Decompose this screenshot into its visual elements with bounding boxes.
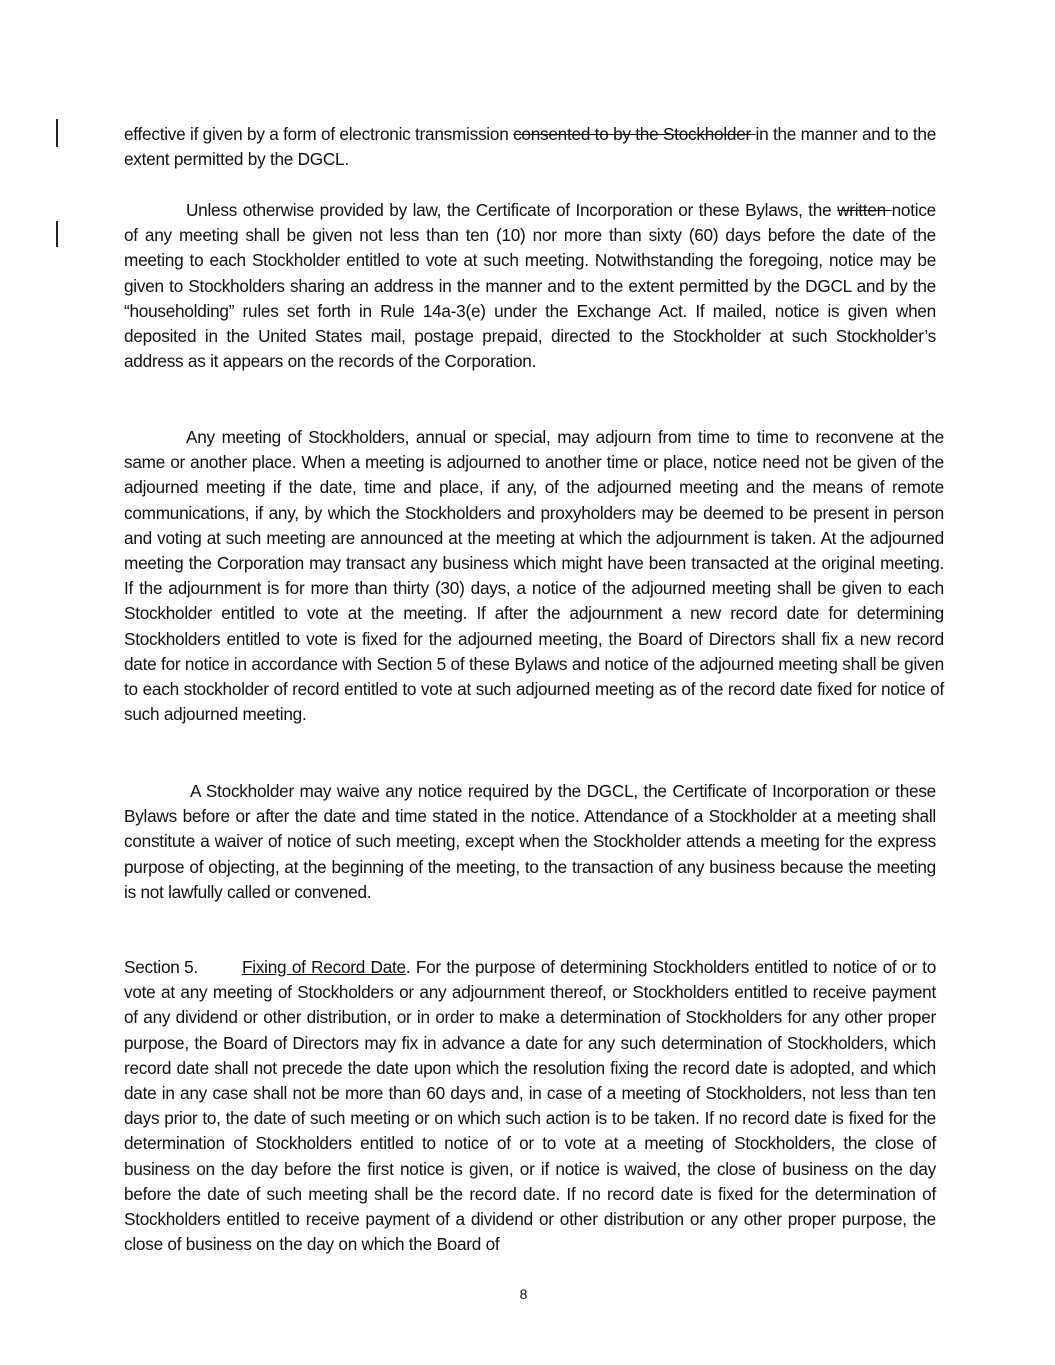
section-body: . For the purpose of determining Stockholders entitled to notice of or to vote at any meeting of Stockholders or any adjournment thereof, or Stockholders entitled to receive payment of any dividend or other distribution, or in order to make a determination of Stockholders for any other proper purpose, the Board of Directors may fix in advance a date for any such determination of Stockholders, which record date shall not precede the date upon which the resolution fixing the record date is adopted, and which date in any case shall not be more than 60 days and, in case of a meeting of Stockholders, not less than ten days prior to, the date of such meeting or on which such action is to be taken. If no record date is fixed for the determination of Stockholders entitled to notice of or to vote at a meeting of Stockholders, the close of business on the day before the first notice is given, or if notice is waived, the close of business on the day before the date of such meeting shall be the record date. If no record date is fixed for the determination of Stockholders entitled to receive payment of a dividend or other distribution or any other proper purpose, the close of business on the day on which the Board of [124, 957, 937, 1255]
revision-change-bar [56, 119, 58, 147]
page-number: 8 [519, 1286, 528, 1302]
paragraph-waiver: A Stockholder may waive any notice required by the DGCL, the Certificate of Incorporation or these Bylaws before or after the date and time stated in the notice. Attendance of a Stockholder at a meeting shall constitute a waiver of notice of such meeting, except when the Stockholder attends a meeting for the express purpose of objecting, at the beginning of the meeting, to the transaction of any business because the meeting is not lawfully called or convened. [124, 781, 936, 902]
paragraph-notice-timing [124, 198, 936, 374]
section-heading: Fixing of Record Date [242, 957, 406, 977]
deleted-text: written [837, 200, 892, 220]
text-run: notice of any meeting shall be given not less than ten (10) nor more than sixty (60) days before the date of the meeting to each Stockholder entitled to vote at such meeting. Notwithstanding the foregoing, notice may be given to Stockholders sharing an address in the manner and to the extent permitted by the DGCL and by the “householding” rules set forth in Rule 14a-3(e) under the Exchange Act. If mailed, notice is given when deposited in the United States mail, postage prepaid, directed to the Stockholder at such Stockholder’s address as it appears on the records of the Corporation. [124, 200, 936, 372]
deleted-text: consented to by the Stockholder [513, 124, 756, 144]
section-label: Section 5. [124, 957, 198, 977]
section-5-fixing-record-date [124, 955, 936, 1257]
paragraph-electronic-notice [124, 122, 936, 172]
text-run: in the manner and to the extent permitted by the DGCL. [124, 124, 937, 170]
revision-change-bar [56, 221, 58, 247]
paragraph-adjournment: Any meeting of Stockholders, annual or special, may adjourn from time to time to reconvene at the same or another place. When a meeting is adjourned to another time or place, notice need not be given of the adjourned meeting if the date, time and place, if any, of the adjourned meeting and the means of remote communications, if any, by which the Stockholders and proxyholders may be deemed to be present in person and voting at such meeting are announced at the meeting at which the adjournment is taken. At the adjourned meeting the Corporation may transact any business which might have been transacted at the original meeting. If the adjournment is for more than thirty (30) days, a notice of the adjourned meeting shall be given to each Stockholder entitled to vote at the meeting. If after the adjournment a new record date for determining Stockholders entitled to vote is fixed for the adjourned meeting, the Board of Directors shall fix a new record date for notice in accordance with Section 5 of these Bylaws and notice of the adjourned meeting shall be given to each stockholder of record entitled to vote at such adjourned meeting as of the record date fixed for notice of such adjourned meeting. [124, 427, 944, 725]
text-run: Unless otherwise provided by law, the Certificate of Incorporation or these Bylaws, the [186, 200, 838, 220]
text-run: effective if given by a form of electronic transmission [124, 124, 514, 144]
